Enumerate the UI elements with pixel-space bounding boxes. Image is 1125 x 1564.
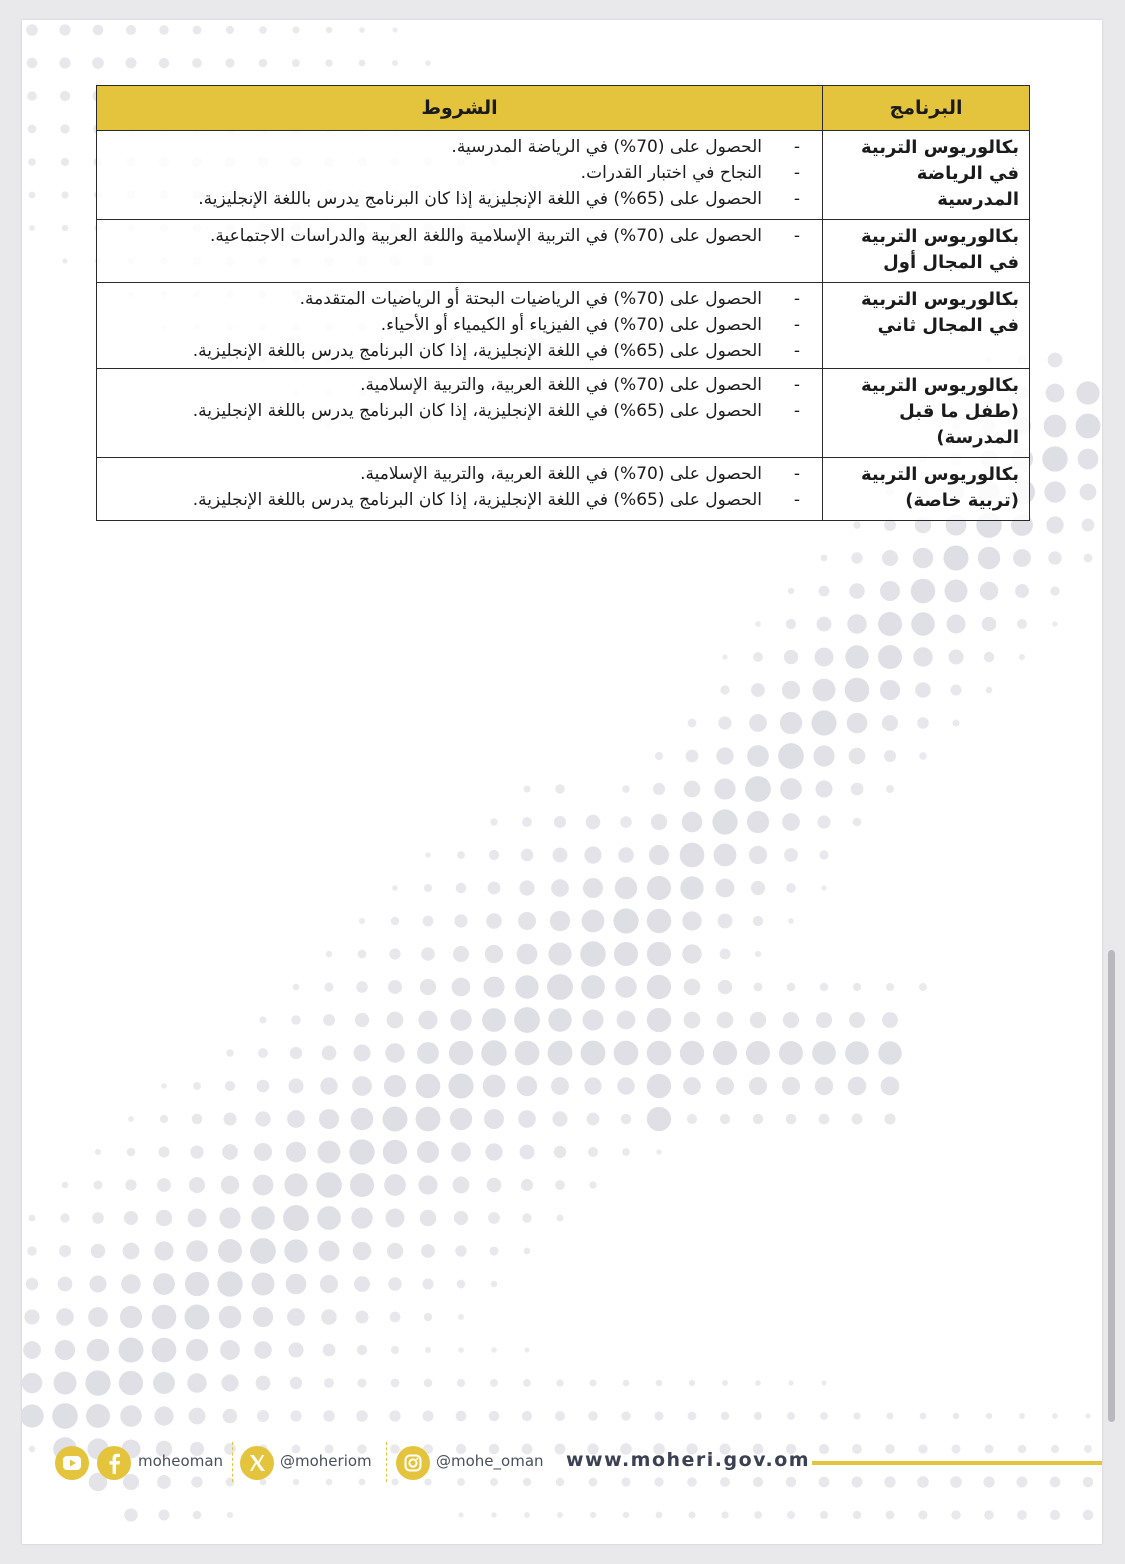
- vertical-scrollbar[interactable]: [1108, 950, 1115, 1422]
- footer-gold-line: [812, 1461, 1102, 1465]
- facebook-icon[interactable]: [97, 1446, 131, 1480]
- condition-item: - الحصول على (65%) في اللغة الإنجليزية، إذا كان البرنامج يدرس باللغة الإنجليزية.: [157, 338, 808, 364]
- condition-item: - النجاح في اختبار القدرات.: [157, 160, 808, 186]
- table-row: [97, 458, 1030, 521]
- table-row: [97, 220, 1030, 283]
- facebook-handle[interactable]: moheoman: [138, 1452, 224, 1470]
- conditions-cell: [97, 283, 823, 369]
- conditions-cell: [97, 458, 823, 521]
- table-row: [97, 131, 1030, 220]
- program-name: بكالوريوس التربية في المجال ثاني: [823, 283, 1030, 369]
- condition-item: - الحصول على (70%) في اللغة العربية، والتربية الإسلامية.: [157, 461, 808, 487]
- conditions-cell: [97, 369, 823, 458]
- x-handle[interactable]: @moheriom: [280, 1452, 372, 1470]
- footer-bar: [22, 1438, 1102, 1486]
- divider: [232, 1442, 233, 1482]
- header-conditions: الشروط: [97, 86, 823, 131]
- requirements-table: [96, 85, 1030, 521]
- program-name: بكالوريوس التربية (طفل ما قبل المدرسة): [823, 369, 1030, 458]
- document-page: [22, 20, 1102, 1544]
- condition-item: - الحصول على (65%) في اللغة الإنجليزية إذا كان البرنامج يدرس باللغة الإنجليزية.: [157, 186, 808, 212]
- condition-item: - الحصول على (70%) في اللغة العربية، والتربية الإسلامية.: [157, 372, 808, 398]
- table-row: [97, 369, 1030, 458]
- table-header-row: [97, 86, 1030, 131]
- table-row: [97, 283, 1030, 369]
- condition-item: - الحصول على (70%) في الفيزياء أو الكيمياء أو الأحياء.: [157, 312, 808, 338]
- program-name: بكالوريوس التربية (تربية خاصة): [823, 458, 1030, 521]
- youtube-icon[interactable]: [55, 1446, 89, 1480]
- condition-item: - الحصول على (70%) في الرياضيات البحتة أو الرياضيات المتقدمة.: [157, 286, 808, 312]
- conditions-cell: [97, 131, 823, 220]
- divider: [386, 1442, 387, 1482]
- instagram-icon[interactable]: [396, 1446, 430, 1480]
- conditions-cell: [97, 220, 823, 283]
- instagram-handle[interactable]: @mohe_oman: [436, 1452, 544, 1470]
- program-name: بكالوريوس التربية في الرياضة المدرسية: [823, 131, 1030, 220]
- condition-item: - الحصول على (70%) في التربية الإسلامية واللغة العربية والدراسات الاجتماعية.: [157, 223, 808, 249]
- website-link[interactable]: www.moheri.gov.om: [566, 1449, 811, 1471]
- program-name: بكالوريوس التربية في المجال أول: [823, 220, 1030, 283]
- header-program: البرنامج: [823, 86, 1030, 131]
- condition-item: - الحصول على (65%) في اللغة الإنجليزية، إذا كان البرنامج يدرس باللغة الإنجليزية.: [157, 487, 808, 513]
- x-icon[interactable]: [240, 1446, 274, 1480]
- condition-item: - الحصول على (70%) في الرياضة المدرسية.: [157, 134, 808, 160]
- condition-item: - الحصول على (65%) في اللغة الإنجليزية، إذا كان البرنامج يدرس باللغة الإنجليزية.: [157, 398, 808, 424]
